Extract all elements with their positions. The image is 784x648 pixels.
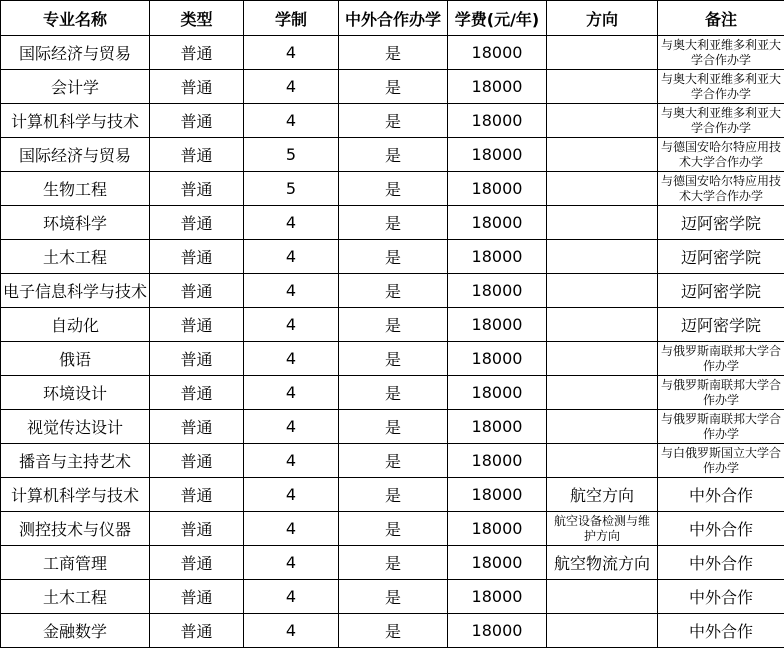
cell-direction: 航空方向: [547, 478, 658, 512]
cell-tuition: 18000: [448, 512, 547, 546]
table-body: [1, 36, 784, 648]
cell-sino-foreign: 是: [339, 70, 448, 104]
cell-direction: [547, 172, 658, 206]
cell-sino-foreign: 是: [339, 546, 448, 580]
table-row: [1, 138, 784, 172]
cell-major-name: 计算机科学与技术: [1, 478, 150, 512]
cell-tuition: 18000: [448, 206, 547, 240]
cell-type: 普通: [150, 172, 244, 206]
cell-tuition: 18000: [448, 70, 547, 104]
cell-major-name: 金融数学: [1, 614, 150, 648]
cell-major-name: 土木工程: [1, 240, 150, 274]
cell-type: 普通: [150, 478, 244, 512]
cell-remark: 中外合作: [658, 580, 784, 614]
cell-duration: 4: [244, 614, 339, 648]
cell-duration: 4: [244, 240, 339, 274]
cell-tuition: 18000: [448, 546, 547, 580]
header-major-name: 专业名称: [1, 1, 150, 36]
table-row: [1, 376, 784, 410]
cell-type: 普通: [150, 546, 244, 580]
cell-sino-foreign: 是: [339, 172, 448, 206]
cell-type: 普通: [150, 138, 244, 172]
cell-sino-foreign: 是: [339, 138, 448, 172]
cell-tuition: 18000: [448, 614, 547, 648]
cell-sino-foreign: 是: [339, 580, 448, 614]
cell-direction: [547, 342, 658, 376]
cell-direction: [547, 580, 658, 614]
cell-remark: 与奥大利亚维多利亚大学合作办学: [658, 70, 784, 104]
cell-tuition: 18000: [448, 274, 547, 308]
cell-sino-foreign: 是: [339, 478, 448, 512]
table-row: [1, 614, 784, 648]
cell-remark: 与俄罗斯南联邦大学合作办学: [658, 342, 784, 376]
cell-direction: [547, 376, 658, 410]
cell-direction: [547, 70, 658, 104]
cell-duration: 4: [244, 36, 339, 70]
cell-direction: 航空设备检测与维护方向: [547, 512, 658, 546]
cell-sino-foreign: 是: [339, 512, 448, 546]
table-row: [1, 104, 784, 138]
cell-sino-foreign: 是: [339, 240, 448, 274]
cell-major-name: 会计学: [1, 70, 150, 104]
cell-duration: 4: [244, 444, 339, 478]
cell-type: 普通: [150, 376, 244, 410]
cell-remark: 迈阿密学院: [658, 206, 784, 240]
cell-duration: 5: [244, 172, 339, 206]
cell-direction: 航空物流方向: [547, 546, 658, 580]
cell-duration: 4: [244, 410, 339, 444]
cell-type: 普通: [150, 240, 244, 274]
table-row: [1, 36, 784, 70]
cell-remark: 中外合作: [658, 478, 784, 512]
cell-sino-foreign: 是: [339, 206, 448, 240]
cell-direction: [547, 410, 658, 444]
cell-sino-foreign: 是: [339, 376, 448, 410]
cell-type: 普通: [150, 274, 244, 308]
cell-direction: [547, 104, 658, 138]
header-duration: 学制: [244, 1, 339, 36]
table-row: [1, 478, 784, 512]
cell-sino-foreign: 是: [339, 444, 448, 478]
cell-duration: 4: [244, 104, 339, 138]
cell-duration: 4: [244, 580, 339, 614]
table-row: [1, 512, 784, 546]
cell-type: 普通: [150, 342, 244, 376]
cell-tuition: 18000: [448, 138, 547, 172]
cell-major-name: 播音与主持艺术: [1, 444, 150, 478]
cell-type: 普通: [150, 36, 244, 70]
cell-major-name: 工商管理: [1, 546, 150, 580]
cell-tuition: 18000: [448, 410, 547, 444]
cell-tuition: 18000: [448, 172, 547, 206]
cell-duration: 5: [244, 138, 339, 172]
cell-major-name: 电子信息科学与技术: [1, 274, 150, 308]
table-row: [1, 546, 784, 580]
cell-tuition: 18000: [448, 104, 547, 138]
cell-duration: 4: [244, 546, 339, 580]
cell-remark: 与奥大利亚维多利亚大学合作办学: [658, 104, 784, 138]
header-remark: 备注: [658, 1, 784, 36]
table-header: [1, 1, 784, 36]
cell-sino-foreign: 是: [339, 274, 448, 308]
cell-major-name: 国际经济与贸易: [1, 138, 150, 172]
cell-duration: 4: [244, 70, 339, 104]
cell-remark: 与俄罗斯南联邦大学合作办学: [658, 376, 784, 410]
cell-tuition: 18000: [448, 240, 547, 274]
header-tuition: 学费(元/年): [448, 1, 547, 36]
cell-remark: 与奥大利亚维多利亚大学合作办学: [658, 36, 784, 70]
cell-duration: 4: [244, 478, 339, 512]
cell-sino-foreign: 是: [339, 104, 448, 138]
cell-type: 普通: [150, 206, 244, 240]
cell-major-name: 计算机科学与技术: [1, 104, 150, 138]
cell-direction: [547, 36, 658, 70]
table-row: [1, 410, 784, 444]
cell-type: 普通: [150, 104, 244, 138]
cell-duration: 4: [244, 308, 339, 342]
table-row: [1, 70, 784, 104]
cell-direction: [547, 274, 658, 308]
cell-tuition: 18000: [448, 478, 547, 512]
header-row: [1, 1, 784, 36]
cell-tuition: 18000: [448, 36, 547, 70]
cell-major-name: 土木工程: [1, 580, 150, 614]
cell-major-name: 自动化: [1, 308, 150, 342]
cell-type: 普通: [150, 410, 244, 444]
cell-duration: 4: [244, 512, 339, 546]
table-row: [1, 240, 784, 274]
cell-direction: [547, 138, 658, 172]
cell-duration: 4: [244, 206, 339, 240]
table-row: [1, 342, 784, 376]
header-direction: 方向: [547, 1, 658, 36]
cell-duration: 4: [244, 376, 339, 410]
cell-remark: 迈阿密学院: [658, 308, 784, 342]
cell-remark: 与白俄罗斯国立大学合作办学: [658, 444, 784, 478]
cell-remark: 与俄罗斯南联邦大学合作办学: [658, 410, 784, 444]
cell-type: 普通: [150, 308, 244, 342]
table-row: [1, 580, 784, 614]
cell-direction: [547, 444, 658, 478]
cell-remark: 中外合作: [658, 614, 784, 648]
cell-duration: 4: [244, 342, 339, 376]
cell-remark: 迈阿密学院: [658, 274, 784, 308]
table-row: [1, 308, 784, 342]
cell-direction: [547, 240, 658, 274]
header-sino-foreign: 中外合作办学: [339, 1, 448, 36]
table-row: [1, 444, 784, 478]
header-type: 类型: [150, 1, 244, 36]
cell-tuition: 18000: [448, 444, 547, 478]
cell-type: 普通: [150, 512, 244, 546]
cell-major-name: 视觉传达设计: [1, 410, 150, 444]
cell-tuition: 18000: [448, 580, 547, 614]
cell-sino-foreign: 是: [339, 308, 448, 342]
cell-direction: [547, 308, 658, 342]
cell-tuition: 18000: [448, 376, 547, 410]
cell-sino-foreign: 是: [339, 410, 448, 444]
cell-direction: [547, 206, 658, 240]
cell-remark: 中外合作: [658, 546, 784, 580]
cell-remark: 与德国安哈尔特应用技术大学合作办学: [658, 138, 784, 172]
cell-duration: 4: [244, 274, 339, 308]
cell-tuition: 18000: [448, 342, 547, 376]
cell-major-name: 俄语: [1, 342, 150, 376]
cell-major-name: 环境设计: [1, 376, 150, 410]
cell-major-name: 国际经济与贸易: [1, 36, 150, 70]
table-row: [1, 172, 784, 206]
cell-major-name: 测控技术与仪器: [1, 512, 150, 546]
cell-major-name: 生物工程: [1, 172, 150, 206]
cell-remark: 迈阿密学院: [658, 240, 784, 274]
cell-direction: [547, 614, 658, 648]
table-row: [1, 206, 784, 240]
cell-type: 普通: [150, 444, 244, 478]
cell-sino-foreign: 是: [339, 342, 448, 376]
cell-type: 普通: [150, 580, 244, 614]
cell-type: 普通: [150, 70, 244, 104]
cell-tuition: 18000: [448, 308, 547, 342]
cell-sino-foreign: 是: [339, 614, 448, 648]
cell-remark: 中外合作: [658, 512, 784, 546]
table-row: [1, 274, 784, 308]
cell-type: 普通: [150, 614, 244, 648]
cell-remark: 与德国安哈尔特应用技术大学合作办学: [658, 172, 784, 206]
cell-major-name: 环境科学: [1, 206, 150, 240]
cell-sino-foreign: 是: [339, 36, 448, 70]
